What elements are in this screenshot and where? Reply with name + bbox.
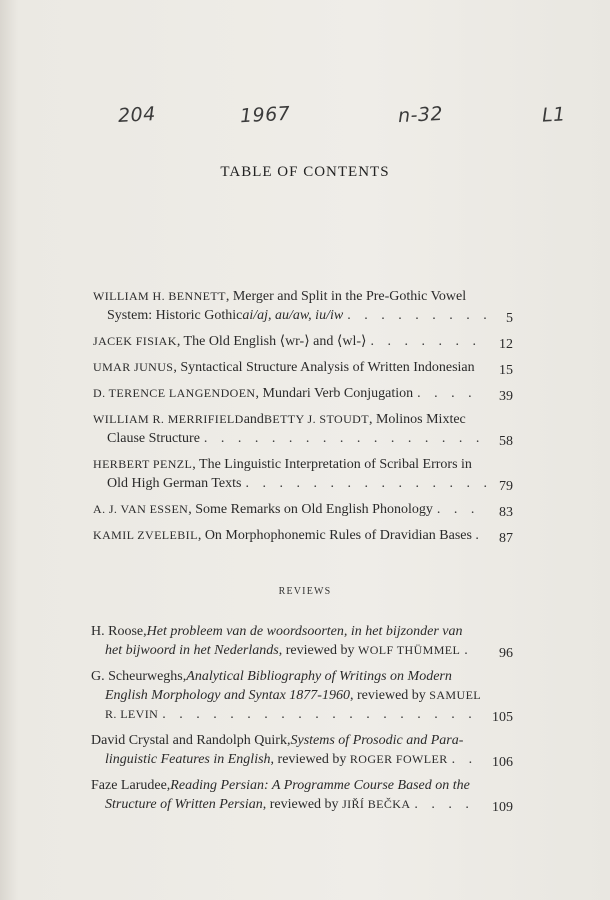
reviewer-name: JIŘÍ BEČKA bbox=[342, 797, 411, 811]
reviewer-name: ROGER FOWLER bbox=[349, 752, 448, 766]
leader-dots bbox=[204, 429, 493, 448]
handwritten-note-number: 204 bbox=[117, 103, 157, 127]
review-book-title: Systems of Prosodic and Para- bbox=[290, 733, 464, 748]
leader-dots bbox=[245, 474, 493, 493]
leader-dots bbox=[162, 705, 477, 724]
page-number: 105 bbox=[492, 710, 513, 725]
page-number: 83 bbox=[499, 505, 513, 520]
article-title: , Syntactical Structure Analysis of Written Indonesian bbox=[173, 360, 475, 375]
article-title: , The Linguistic Interpretation of Scribal Errors in bbox=[192, 457, 472, 472]
review-book-author: G. Scheurweghs, bbox=[91, 669, 187, 684]
leader-dots bbox=[437, 500, 479, 519]
review-book-title-cont: English Morphology and Syntax 1877-1960 bbox=[105, 688, 350, 703]
author-name: JACEK FISIAK bbox=[93, 334, 177, 348]
article-title-italic: ai/aj, au/aw, iu/iw bbox=[242, 308, 344, 323]
article-title: , The Old English ⟨wr-⟩ and ⟨wl-⟩ bbox=[176, 334, 367, 349]
article-title: , Some Remarks on Old English Phonology bbox=[188, 502, 433, 517]
reviewed-by: , reviewed by bbox=[349, 688, 430, 703]
list-item bbox=[93, 410, 513, 448]
conjunction: and bbox=[243, 412, 264, 427]
review-book-author: H. Roose, bbox=[91, 624, 147, 639]
review-book-title-cont: linguistic Features in English bbox=[105, 752, 271, 767]
page-number: 5 bbox=[506, 311, 513, 326]
author-name: WILLIAM H. BENNETT bbox=[93, 289, 226, 303]
list-item bbox=[91, 731, 513, 769]
review-book-title: Analytical Bibliography of Writings on Modern bbox=[186, 669, 452, 684]
review-book-author: David Crystal and Randolph Quirk, bbox=[91, 733, 291, 748]
page-number: 106 bbox=[492, 755, 513, 770]
contents-list bbox=[93, 287, 513, 552]
article-title: , Mundari Verb Conjugation bbox=[255, 386, 414, 401]
article-title: , Molinos Mixtec bbox=[368, 412, 466, 427]
list-item bbox=[91, 667, 513, 724]
page-number: 58 bbox=[499, 434, 513, 449]
list-item bbox=[93, 384, 513, 403]
leader-dots bbox=[370, 332, 479, 351]
leader-dots bbox=[414, 795, 477, 814]
reviewer-name: WOLF THÜMMEL bbox=[358, 643, 461, 657]
list-item bbox=[93, 500, 513, 519]
page-number: 87 bbox=[499, 531, 513, 546]
leader-dots bbox=[464, 641, 477, 660]
reviews-heading: REVIEWS bbox=[278, 586, 332, 597]
reviewed-by: , reviewed by bbox=[270, 752, 350, 767]
leader-dots bbox=[417, 384, 479, 403]
review-book-title: Het probleem van de woordsoorten, in het bijzonder van bbox=[146, 624, 463, 639]
page-number: 109 bbox=[492, 800, 513, 815]
review-book-title-cont: het bijwoord in het Nederlands bbox=[105, 643, 279, 658]
author-name: HERBERT PENZL bbox=[93, 457, 193, 471]
page-number: 96 bbox=[499, 646, 513, 661]
reviewer-name: SAMUEL bbox=[429, 688, 482, 702]
handwritten-note-code: L1 bbox=[541, 103, 567, 127]
article-title-cont: Clause Structure bbox=[107, 431, 200, 446]
handwritten-note-year: 1967 bbox=[239, 102, 291, 128]
page-number: 39 bbox=[499, 389, 513, 404]
leader-dots bbox=[347, 306, 493, 325]
reviewer-name-cont: R. LEVIN bbox=[105, 707, 159, 721]
author-name: KAMIL ZVELEBIL bbox=[93, 528, 198, 542]
review-book-title-cont: Structure of Written Persian bbox=[105, 797, 263, 812]
article-title: , Merger and Split in the Pre-Gothic Vowel bbox=[225, 289, 467, 304]
page-number: 15 bbox=[499, 363, 513, 378]
list-item bbox=[91, 776, 513, 814]
list-item bbox=[91, 622, 513, 660]
author-name: A. J. VAN ESSEN bbox=[93, 502, 189, 516]
list-item bbox=[93, 455, 513, 493]
list-item bbox=[93, 332, 513, 351]
article-title: , On Morphophonemic Rules of Dravidian Bases . bbox=[197, 528, 479, 543]
author-name: UMAR JUNUS bbox=[93, 360, 174, 374]
author-name-2: BETTY J. STOUDT bbox=[263, 412, 369, 426]
reviewed-by: , reviewed by bbox=[278, 643, 359, 658]
leader-dots bbox=[452, 750, 477, 769]
article-title-cont: Old High German Texts bbox=[107, 476, 242, 491]
review-book-author: Faze Larudee, bbox=[91, 778, 171, 793]
list-item bbox=[93, 526, 513, 545]
reviews-list bbox=[91, 622, 513, 821]
review-book-title: Reading Persian: A Programme Course Based on the bbox=[170, 778, 470, 793]
reviewed-by: , reviewed by bbox=[262, 797, 343, 812]
page-number: 12 bbox=[499, 337, 513, 352]
author-name: WILLIAM R. MERRIFIELD bbox=[93, 412, 244, 426]
list-item bbox=[93, 358, 513, 377]
author-name: D. TERENCE LANGENDOEN bbox=[93, 386, 256, 400]
page-number: 79 bbox=[499, 479, 513, 494]
handwritten-note-issue: n-32 bbox=[397, 102, 444, 128]
article-title-cont: System: Historic Gothic bbox=[107, 308, 243, 323]
list-item bbox=[93, 287, 513, 325]
page-title: TABLE OF CONTENTS bbox=[220, 164, 390, 180]
